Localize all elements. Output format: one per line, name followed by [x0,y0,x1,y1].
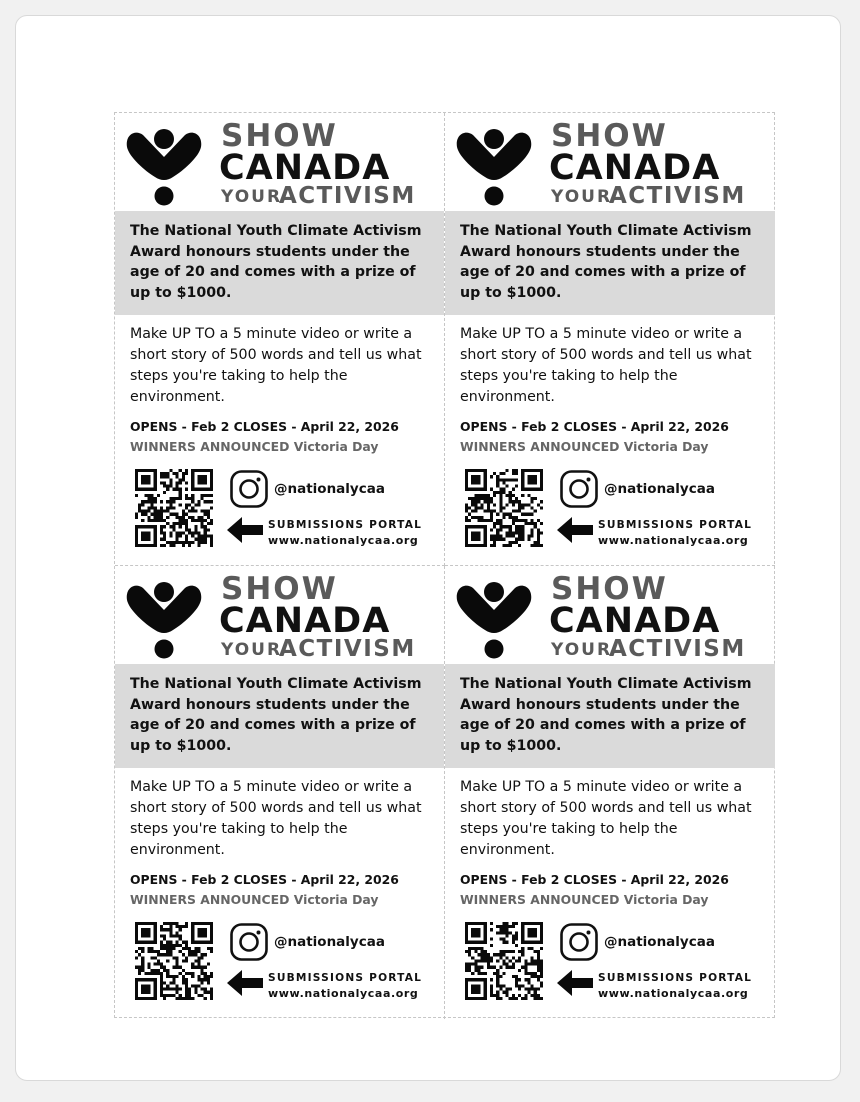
flyer-card [445,566,775,1019]
person-v-icon [451,123,537,207]
person-v-icon [121,123,207,207]
logo-show-text: SHOW [221,118,338,154]
qr-code-icon[interactable] [465,469,543,547]
qr-code-icon[interactable] [465,922,543,1000]
submissions-portal-link[interactable]: www.nationalycaa.org [268,987,419,1000]
arrow-left-icon [227,970,263,996]
dates-line: OPENS - Feb 2 CLOSES - April 22, 2026 [460,872,729,887]
instagram-handle[interactable]: @nationalycaa [274,934,385,950]
winners-line: WINNERS ANNOUNCED Victoria Day [130,439,379,454]
logo [115,566,445,664]
entry-instructions: Make UP TO a 5 minute video or write a short story of 500 words and tell us what steps you're taking to help the environment. [460,779,752,858]
instagram-icon[interactable] [230,923,268,961]
submissions-portal-label: SUBMISSIONS PORTAL [598,972,753,984]
arrow-left-icon [227,517,263,543]
flyer-sheet [15,15,841,1081]
flyer-card [115,113,445,566]
flyer-card [445,113,775,566]
logo-canada-text: CANADA [219,148,391,188]
dates-line: OPENS - Feb 2 CLOSES - April 22, 2026 [130,419,399,434]
instagram-icon[interactable] [560,470,598,508]
logo-canada-text: CANADA [549,601,721,641]
logo [445,113,775,211]
entry-instructions: Make UP TO a 5 minute video or write a short story of 500 words and tell us what steps you're taking to help the environment. [460,326,752,405]
dates-line: OPENS - Feb 2 CLOSES - April 22, 2026 [130,872,399,887]
winners-line: WINNERS ANNOUNCED Victoria Day [460,439,709,454]
qr-code-icon[interactable] [135,469,213,547]
entry-instructions: Make UP TO a 5 minute video or write a short story of 500 words and tell us what steps you're taking to help the environment. [130,326,422,405]
logo-activism-text: ACTIVISM [609,636,746,662]
award-intro: The National Youth Climate Activism Award honours students under the age of 20 and comes with a prize of up to $1000. [445,211,775,315]
winners-line: WINNERS ANNOUNCED Victoria Day [460,892,709,907]
submissions-portal-link[interactable]: www.nationalycaa.org [598,534,749,547]
logo-your-text: YOUR [551,187,613,207]
winners-line: WINNERS ANNOUNCED Victoria Day [130,892,379,907]
logo-canada-text: CANADA [549,148,721,188]
logo [445,566,775,664]
submissions-portal-label: SUBMISSIONS PORTAL [598,519,753,531]
instagram-icon[interactable] [560,923,598,961]
instagram-handle[interactable]: @nationalycaa [604,934,715,950]
logo-canada-text: CANADA [219,601,391,641]
flyer-grid [114,112,775,1018]
award-intro: The National Youth Climate Activism Award honours students under the age of 20 and comes with a prize of up to $1000. [445,664,775,768]
logo-your-text: YOUR [221,640,283,660]
instagram-icon[interactable] [230,470,268,508]
qr-code-icon[interactable] [135,922,213,1000]
logo-show-text: SHOW [551,118,668,154]
dates-line: OPENS - Feb 2 CLOSES - April 22, 2026 [460,419,729,434]
logo-activism-text: ACTIVISM [279,636,416,662]
logo-activism-text: ACTIVISM [609,183,746,209]
arrow-left-icon [557,970,593,996]
logo [115,113,445,211]
logo-your-text: YOUR [221,187,283,207]
submissions-portal-link[interactable]: www.nationalycaa.org [598,987,749,1000]
logo-activism-text: ACTIVISM [279,183,416,209]
arrow-left-icon [557,517,593,543]
entry-instructions: Make UP TO a 5 minute video or write a short story of 500 words and tell us what steps you're taking to help the environment. [130,779,422,858]
logo-your-text: YOUR [551,640,613,660]
submissions-portal-label: SUBMISSIONS PORTAL [268,972,423,984]
flyer-card [115,566,445,1019]
award-intro: The National Youth Climate Activism Award honours students under the age of 20 and comes with a prize of up to $1000. [115,664,445,768]
submissions-portal-link[interactable]: www.nationalycaa.org [268,534,419,547]
logo-show-text: SHOW [221,571,338,607]
logo-show-text: SHOW [551,571,668,607]
submissions-portal-label: SUBMISSIONS PORTAL [268,519,423,531]
instagram-handle[interactable]: @nationalycaa [604,481,715,497]
person-v-icon [451,576,537,660]
award-intro: The National Youth Climate Activism Award honours students under the age of 20 and comes with a prize of up to $1000. [115,211,445,315]
instagram-handle[interactable]: @nationalycaa [274,481,385,497]
person-v-icon [121,576,207,660]
